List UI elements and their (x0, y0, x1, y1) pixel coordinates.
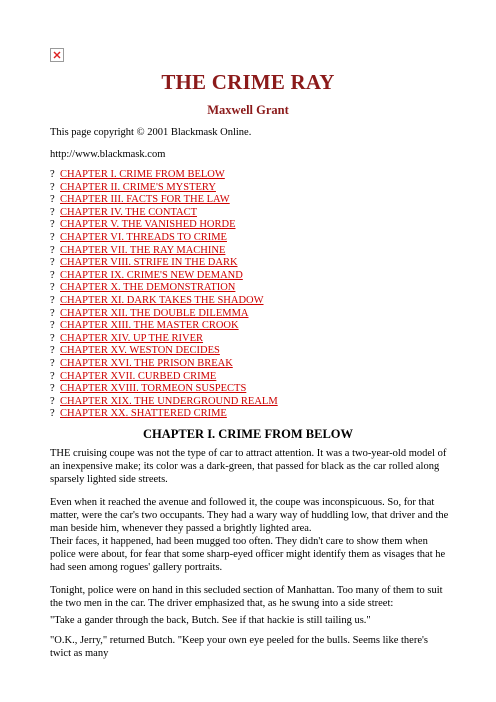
toc-chapter-link[interactable]: CHAPTER XII. THE DOUBLE DILEMMA (60, 307, 249, 319)
chapter-paragraph: Their faces, it happened, had been mugged too often. They didn't care to show them when police were about, for fear that some sharp-eyed officer might identify them as visages that he had seen among rogues' gallery portraits. (50, 536, 446, 573)
toc-item (50, 408, 278, 421)
book-title: THE CRIME RAY (161, 70, 335, 94)
chapter-paragraph: "Take a gander through the back, Butch. See if that hackie is still tailing us." (50, 615, 371, 626)
toc-item (50, 320, 278, 333)
toc-chapter-link[interactable]: CHAPTER XVI. THE PRISON BREAK (60, 357, 233, 369)
toc-item (50, 333, 278, 346)
toc-marker: ? (50, 345, 55, 357)
table-of-contents (50, 169, 278, 421)
toc-item (50, 345, 278, 358)
toc-item (50, 282, 278, 295)
toc-item (50, 295, 278, 308)
toc-chapter-link[interactable]: CHAPTER VI. THREADS TO CRIME (60, 231, 227, 243)
toc-item (50, 371, 278, 384)
toc-chapter-link[interactable]: CHAPTER IV. THE CONTACT (60, 206, 198, 218)
toc-marker: ? (50, 181, 55, 193)
toc-marker: ? (50, 269, 55, 281)
toc-marker: ? (50, 320, 55, 332)
toc-chapter-link[interactable]: CHAPTER VIII. STRIFE IN THE DARK (60, 257, 238, 269)
toc-marker: ? (50, 370, 55, 382)
toc-chapter-link[interactable]: CHAPTER XX. SHATTERED CRIME (60, 408, 227, 420)
toc-chapter-link[interactable]: CHAPTER XV. WESTON DECIDES (60, 345, 220, 357)
toc-chapter-link[interactable]: CHAPTER XVII. CURBED CRIME (60, 370, 217, 382)
chapter-paragraph: THE cruising coupe was not the type of car to attract attention. It was a two-year-old model of an inexpensive make; its color was a dark-green, that passed for black as the car rolled along sparsely lighted side streets. (50, 448, 447, 485)
copyright-notice: This page copyright © 2001 Blackmask Online. (50, 127, 252, 138)
toc-chapter-link[interactable]: CHAPTER III. FACTS FOR THE LAW (60, 194, 230, 206)
chapter-heading: CHAPTER I. CRIME FROM BELOW (142, 427, 354, 441)
book-author: Maxwell Grant (207, 103, 289, 117)
chapter-paragraph: "O.K., Jerry," returned Butch. "Keep your own eye peeled for the bulls. Seems like there's twict as many (50, 635, 428, 659)
toc-marker: ? (50, 395, 55, 407)
toc-item (50, 383, 278, 396)
toc-item (50, 270, 278, 283)
toc-item (50, 169, 278, 182)
toc-marker: ? (50, 206, 55, 218)
toc-item (50, 358, 278, 371)
chapter-paragraph: Even when it reached the avenue and followed it, the coupe was inconspicuous. So, for that matter, were the car's two occupants. They had a wary way of huddling low, that driver and the man beside him, whenever they passed a brightly lighted area. (50, 497, 449, 534)
toc-item (50, 396, 278, 409)
toc-chapter-link[interactable]: CHAPTER XIX. THE UNDERGROUND REALM (60, 395, 278, 407)
toc-item (50, 194, 278, 207)
toc-marker: ? (50, 244, 55, 256)
source-url: http://www.blackmask.com (50, 149, 166, 160)
toc-item (50, 245, 278, 258)
toc-item (50, 182, 278, 195)
toc-item (50, 232, 278, 245)
toc-item (50, 219, 278, 232)
broken-image-icon (50, 48, 64, 62)
toc-chapter-link[interactable]: CHAPTER XI. DARK TAKES THE SHADOW (60, 294, 264, 306)
chapter-paragraph: Tonight, police were on hand in this secluded section of Manhattan. Too many of them to suit the two men in the car. The driver emphasized that, as he swung into a side street: (50, 585, 443, 609)
toc-marker: ? (50, 219, 55, 231)
toc-marker: ? (50, 294, 55, 306)
toc-marker: ? (50, 282, 55, 294)
toc-chapter-link[interactable]: CHAPTER X. THE DEMONSTRATION (60, 282, 236, 294)
toc-marker: ? (50, 194, 55, 206)
toc-item (50, 207, 278, 220)
toc-marker: ? (50, 332, 55, 344)
toc-chapter-link[interactable]: CHAPTER XIV. UP THE RIVER (60, 332, 204, 344)
toc-marker: ? (50, 257, 55, 269)
toc-chapter-link[interactable]: CHAPTER IX. CRIME'S NEW DEMAND (60, 269, 243, 281)
toc-marker: ? (50, 408, 55, 420)
toc-chapter-link[interactable]: CHAPTER VII. THE RAY MACHINE (60, 244, 226, 256)
toc-item (50, 308, 278, 321)
toc-chapter-link[interactable]: CHAPTER XIII. THE MASTER CROOK (60, 320, 239, 332)
toc-chapter-link[interactable]: CHAPTER XVIII. TORMEON SUSPECTS (60, 383, 247, 395)
toc-marker: ? (50, 231, 55, 243)
toc-marker: ? (50, 169, 55, 180)
toc-chapter-link[interactable]: CHAPTER II. CRIME'S MYSTERY (60, 181, 216, 193)
toc-marker: ? (50, 357, 55, 369)
toc-marker: ? (50, 307, 55, 319)
toc-chapter-link[interactable]: CHAPTER I. CRIME FROM BELOW (60, 169, 225, 180)
toc-marker: ? (50, 383, 55, 395)
toc-item (50, 257, 278, 270)
toc-chapter-link[interactable]: CHAPTER V. THE VANISHED HORDE (60, 219, 236, 231)
